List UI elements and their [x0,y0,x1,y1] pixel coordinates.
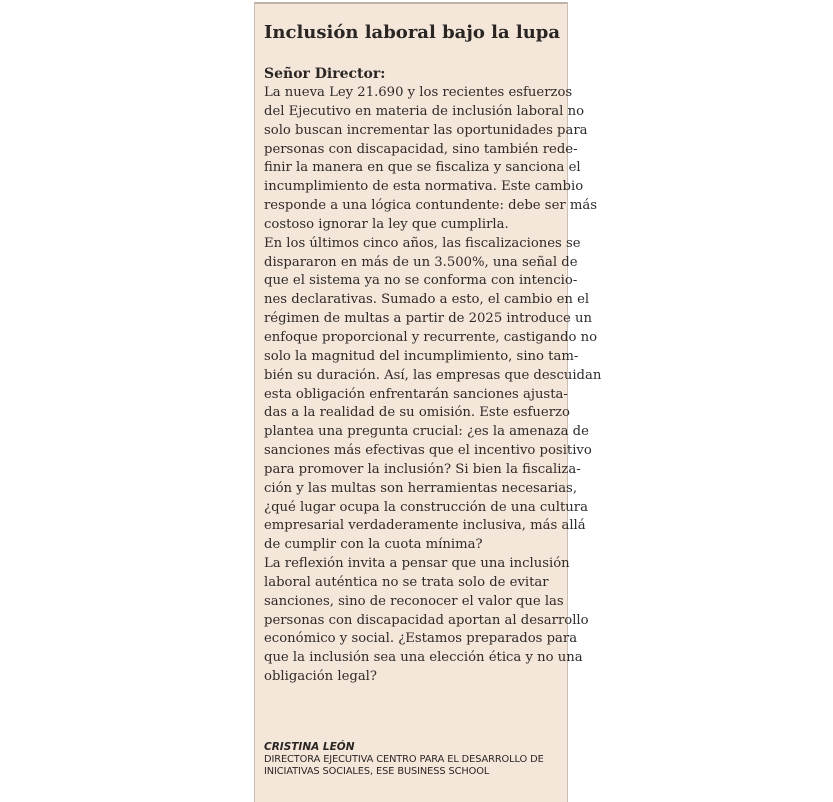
letter-body [264,84,602,687]
top-rule [255,2,567,4]
author-role-line-2: INICIATIVAS SOCIALES, ESE BUSINESS SCHOOL [264,766,490,777]
body-line: de cumplir con la cuota mínima? [264,537,483,553]
body-line: finir la manera en que se fiscaliza y sanciona el [264,160,581,176]
article-title: Inclusión laboral bajo la lupa [264,22,561,43]
body-line: personas con discapacidad, sino también rede- [264,141,578,157]
body-line: personas con discapacidad aportan al desarrollo [264,612,589,628]
body-line: La reflexión invita a pensar que una inclusión [264,556,570,572]
body-line: para promover la inclusión? Si bien la fiscaliza- [264,461,581,477]
body-line: das a la realidad de su omisión. Este esfuerzo [264,405,570,421]
body-line: nes declarativas. Sumado a esto, el cambio en el [264,292,590,308]
body-line: solo la magnitud del incumplimiento, sino tam- [264,348,579,364]
signature-block [264,741,568,778]
body-line: laboral auténtica no se trata solo de evitar [264,574,549,590]
body-line: que el sistema ya no se conforma con intencio- [264,273,578,289]
letter-clipping [254,2,602,802]
salutation: Señor Director: [264,66,386,82]
body-line: empresarial verdaderamente inclusiva, más allá [264,518,586,534]
body-line: En los últimos cinco años, las fiscalizaciones se [264,235,581,251]
body-line: económico y social. ¿Estamos preparados para [264,631,578,647]
body-line: sanciones más efectivas que el incentivo positivo [264,443,592,459]
body-line: responde a una lógica contundente: debe ser más [264,198,598,214]
body-line: régimen de multas a partir de 2025 introduce un [264,311,592,327]
author-role-line-1: DIRECTORA EJECUTIVA CENTRO PARA EL DESARROLLO DE [264,754,544,765]
body-line: obligación legal? [264,669,377,685]
body-line: bién su duración. Así, las empresas que descuidan [264,367,602,383]
body-line: costoso ignorar la ley que cumplirla. [264,216,509,232]
body-line: ción y las multas son herramientas necesarias, [264,480,578,496]
body-line: incumplimiento de esta normativa. Este cambio [264,179,584,195]
body-line: esta obligación enfrentarán sanciones ajusta- [264,386,568,402]
body-line: que la inclusión sea una elección ética y no una [264,650,583,666]
body-line: enfoque proporcional y recurrente, castigando no [264,329,598,345]
body-line: plantea una pregunta crucial: ¿es la amenaza de [264,424,589,440]
body-line: dispararon en más de un 3.500%, una señal de [264,254,578,270]
author-name: CRISTINA LEÓN [264,741,355,753]
body-line: solo buscan incrementar las oportunidades para [264,122,588,138]
body-line: del Ejecutivo en materia de inclusión laboral no [264,103,585,119]
body-line: ¿qué lugar ocupa la construcción de una cultura [264,499,588,515]
body-line: La nueva Ley 21.690 y los recientes esfuerzos [264,85,573,100]
body-line: sanciones, sino de reconocer el valor que las [264,593,564,609]
